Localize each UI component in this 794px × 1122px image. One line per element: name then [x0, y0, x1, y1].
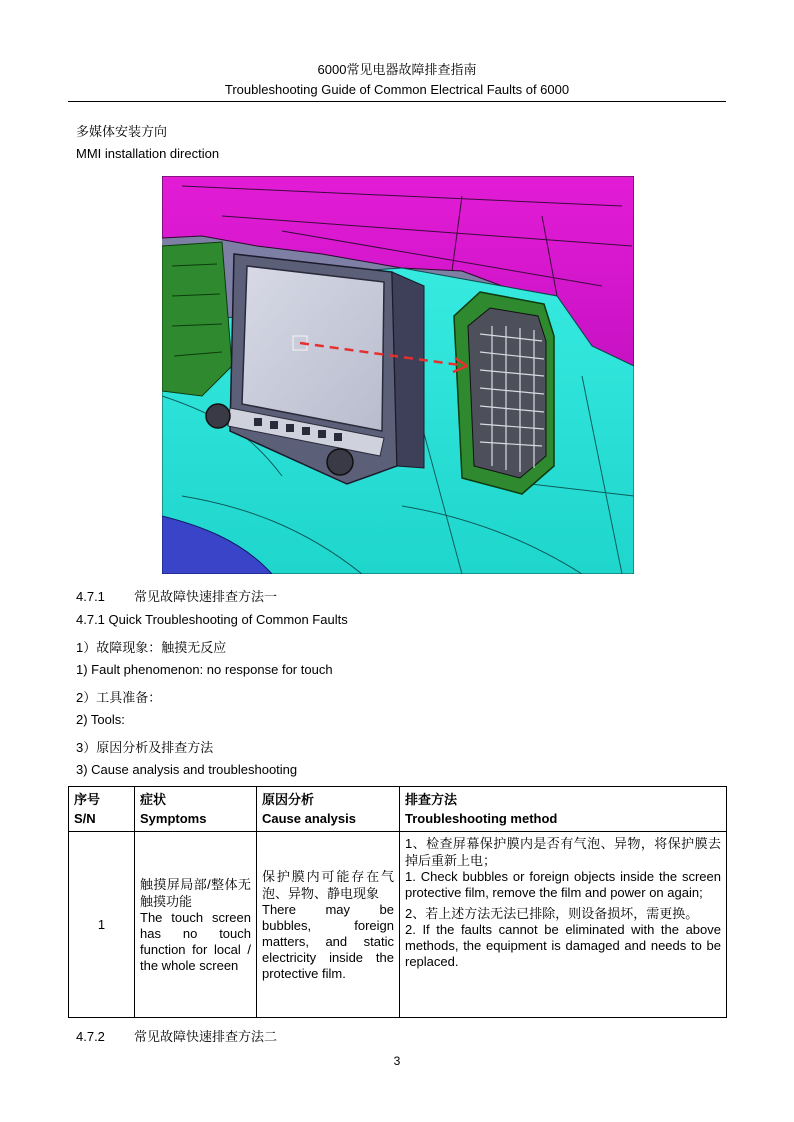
- header-sn: [69, 787, 135, 832]
- method-1-en: 1. Check bubbles or foreign objects inside the screen protective film, remove the film and power on again;: [405, 869, 721, 900]
- header-cause-zh: 原因分析: [262, 792, 315, 807]
- method-2-zh: 2、若上述方法无法已排除，则设备损坏，需更换。: [405, 906, 699, 921]
- item3-zh: 3）原因分析及排查方法: [76, 740, 214, 755]
- page-number: 3: [393, 1054, 401, 1068]
- item3-en: 3) Cause analysis and troubleshooting: [76, 762, 298, 777]
- header-method-en: Troubleshooting method: [405, 811, 558, 826]
- row-sn: 1: [69, 832, 135, 1018]
- header-symptoms-en: Symptoms: [140, 811, 207, 826]
- method-1-zh: 1、检查屏幕保护膜内是否有气泡、异物，将保护膜去掉后重新上电；: [405, 836, 721, 868]
- header-divider: [68, 101, 726, 102]
- header-method: [400, 787, 727, 832]
- symptom-zh: 触摸屏局部/整体无触摸功能: [140, 876, 251, 909]
- section-title-zh: 常见故障快速排查方法二: [134, 1029, 278, 1044]
- section-title-zh: 常见故障快速排查方法一: [134, 589, 278, 604]
- item2-en: 2) Tools:: [76, 712, 125, 727]
- header-title-zh: 6000常见电器故障排查指南: [317, 62, 477, 77]
- row-symptom: [135, 832, 257, 1018]
- cause-en: There may be bubbles, foreign matters, and static electricity inside the protective film.: [262, 901, 394, 981]
- table-row: [69, 832, 727, 1018]
- cause-zh: 保护膜内可能存在气泡、异物、静电现象: [262, 868, 394, 901]
- header-symptoms: [135, 787, 257, 832]
- header-title-en: Troubleshooting Guide of Common Electrical Faults of 6000: [224, 82, 570, 97]
- header-symptoms-zh: 症状: [140, 792, 167, 807]
- method-2-en: 2. If the faults cannot be eliminated with the above methods, the equipment is damaged and needs to be replaced.: [405, 922, 721, 969]
- intro-heading-en: MMI installation direction: [76, 146, 220, 161]
- item2-zh: 2）工具准备：: [76, 690, 162, 705]
- item1-zh: 1）故障现象：触摸无反应: [76, 640, 227, 655]
- table-header-row: [69, 787, 727, 832]
- header-cause: [257, 787, 400, 832]
- header-cause-en: Cause analysis: [262, 811, 356, 826]
- header-sn-en: S/N: [74, 811, 96, 826]
- item1-en: 1) Fault phenomenon: no response for touch: [76, 662, 333, 677]
- section-4-7-1-heading-zh: [76, 586, 277, 605]
- header-sn-zh: 序号: [74, 792, 101, 807]
- troubleshooting-table: [68, 786, 727, 1018]
- page-header: [68, 60, 726, 100]
- section-4-7-2-heading-zh: [76, 1026, 277, 1045]
- mmi-installation-figure: [162, 176, 634, 574]
- section-number: 4.7.2: [76, 1029, 105, 1044]
- intro-heading-zh: 多媒体安装方向: [76, 124, 168, 139]
- section-number: 4.7.1: [76, 589, 105, 604]
- header-method-zh: 排查方法: [405, 792, 458, 807]
- row-cause: [257, 832, 400, 1018]
- row-method: [400, 832, 727, 1018]
- symptom-en: The touch screen has no touch function for local / the whole screen: [140, 909, 251, 973]
- section-4-7-1-heading-en: 4.7.1 Quick Troubleshooting of Common Faults: [76, 612, 348, 627]
